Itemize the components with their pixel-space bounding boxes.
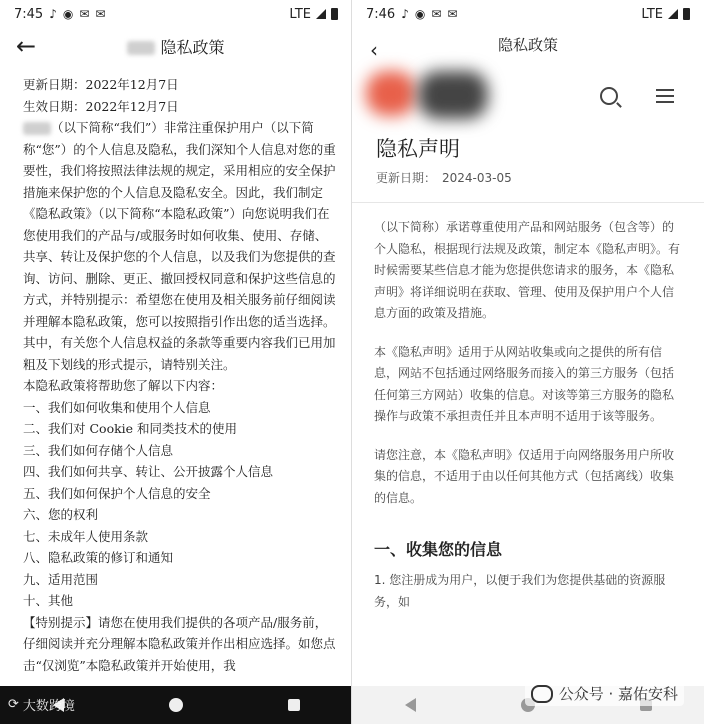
watermark: ⟳ 大数跨境 xyxy=(8,697,75,714)
back-chevron-icon[interactable]: ‹ xyxy=(370,38,378,62)
toc-item[interactable]: 七、未成年人使用条款 xyxy=(23,528,149,544)
mail-icon: ✉ xyxy=(431,7,442,21)
tiktok-icon: ♪ xyxy=(401,7,409,21)
special-notice: 【特别提示】请您在使用我们提供的各项产品/服务前，仔细阅读并充分理解本隐私政策并作出相应选择。如您点击“仅浏览”本隐私政策并开始使用，我 xyxy=(23,614,336,673)
redacted-logo xyxy=(356,65,496,125)
mail-icon: ✉ xyxy=(447,7,458,21)
site-header xyxy=(352,65,704,131)
section-heading: 一、收集您的信息 xyxy=(374,540,503,559)
mail-icon: ✉ xyxy=(95,7,106,21)
toc-item[interactable]: 九、适用范围 xyxy=(23,571,99,587)
weibo-icon: ◉ xyxy=(62,7,74,21)
update-date: 更新日期：2022年12月7日 xyxy=(23,77,179,92)
page-title-text: 隐私政策 xyxy=(160,37,225,57)
weibo-icon: ◉ xyxy=(414,7,426,21)
toc-item[interactable]: 八、隐私政策的修订和通知 xyxy=(23,550,174,565)
effective-date: 生效日期：2022年12月7日 xyxy=(23,98,179,114)
battery-icon xyxy=(683,8,690,20)
toc-item[interactable]: 十、其他 xyxy=(23,593,74,608)
status-bar xyxy=(0,0,352,28)
toc-item[interactable]: 四、我们如何共享、转让、公开披露个人信息 xyxy=(23,464,274,479)
statement-body xyxy=(352,203,704,509)
paragraph: （以下简称）承诺尊重使用产品和网站服务（包含等）的个人隐私，根据现行法规及政策，制定本《隐私声明》。有时候需要某些信息才能为您提供您请求的服务，本《隐私声明》将详细说明在获取、管理、使用及保护用户个人信息方面的政策及措施。 xyxy=(374,220,681,320)
tiktok-icon: ♪ xyxy=(49,7,57,21)
right-screen xyxy=(352,0,704,724)
toc-item[interactable]: 三、我们如何存储个人信息 xyxy=(23,442,174,458)
toc-item[interactable]: 二、我们对 Cookie 和同类技术的使用 xyxy=(23,421,238,436)
clock: 7:46 xyxy=(366,6,396,22)
page-heading: 隐私声明 xyxy=(376,137,460,161)
menu-icon[interactable] xyxy=(656,89,674,103)
redacted-name xyxy=(23,122,51,135)
policy-document xyxy=(0,64,352,676)
signal-icon xyxy=(316,9,326,19)
status-bar xyxy=(352,0,704,28)
nav-back-icon[interactable] xyxy=(405,698,416,712)
section-text: 1. 您注册成为用户，以便于我们为您提供基础的资源服务，如 xyxy=(374,573,666,609)
battery-icon xyxy=(331,8,338,20)
paragraph: 请您注意，本《隐私声明》仅适用于向网络服务用户所收集的信息，不适用于由以任何其他方式（包括离线）收集的信息。 xyxy=(374,447,675,505)
paragraph: 本《隐私声明》适用于从网站收集或向之提供的所有信息，网站不包括通过网络服务而接入的第三方服务（包括任何第三方网站）收集的信息。对该等第三方服务的隐私操作与政策不承担责任并且本声明不适用于该等服务。 xyxy=(374,344,675,423)
search-icon[interactable] xyxy=(600,87,618,105)
signal-icon xyxy=(668,9,678,19)
watermark: 公众号 · 嘉佑安科 xyxy=(525,681,684,706)
back-arrow-icon[interactable]: ← xyxy=(16,32,37,60)
nav-home-icon[interactable] xyxy=(169,698,183,712)
contents-intro: 本隐私政策将帮助您了解以下内容： xyxy=(23,378,224,393)
app-bar xyxy=(0,28,352,64)
nav-recents-icon[interactable] xyxy=(288,699,300,711)
network-label: LTE xyxy=(641,6,663,22)
toc-item[interactable]: 六、您的权利 xyxy=(23,507,99,522)
intro-paragraph: （以下简称“我们”）非常注重保护用户（以下简称“您”）的个人信息及隐私，我们深知个人信息对您的重要性，我们将按照法律法规的规定，采用相应的安全保护措施来保护您的个人信息及隐私安全。因此，我们制定《隐私政策》（以下简称“本隐私政策”）向您说明我们在您使用我们的产品与/或服务时如何收集、使用、存储、共享、转让及保护您的个人信息，以及我们为您提供的查询、访问、删除、更正、撤回授权同意和保护这些信息的方式，并特别提示：希望您在使用及相关服务前仔细阅读并理解本隐私政策，您可以按照指引作出您的适当选择。其中，有关您个人信息权益的条款等重要内容我们已用加粗及下划线的形式提示，请特别关注。 xyxy=(23,120,336,372)
toc-item[interactable]: 五、我们如何保护个人信息的安全 xyxy=(23,485,211,501)
toc-item[interactable]: 一、我们如何收集和使用个人信息 xyxy=(23,399,211,415)
watermark-logo-icon: ⟳ xyxy=(8,697,19,712)
wechat-icon xyxy=(531,685,553,703)
mail-icon: ✉ xyxy=(79,7,90,21)
redacted-name xyxy=(127,41,155,55)
page-title xyxy=(0,35,352,58)
clock: 7:45 xyxy=(14,6,44,22)
network-label: LTE xyxy=(289,6,311,22)
update-date: 更新日期： 2024-03-05 xyxy=(376,171,512,185)
page-title: 隐私政策 xyxy=(497,36,558,54)
